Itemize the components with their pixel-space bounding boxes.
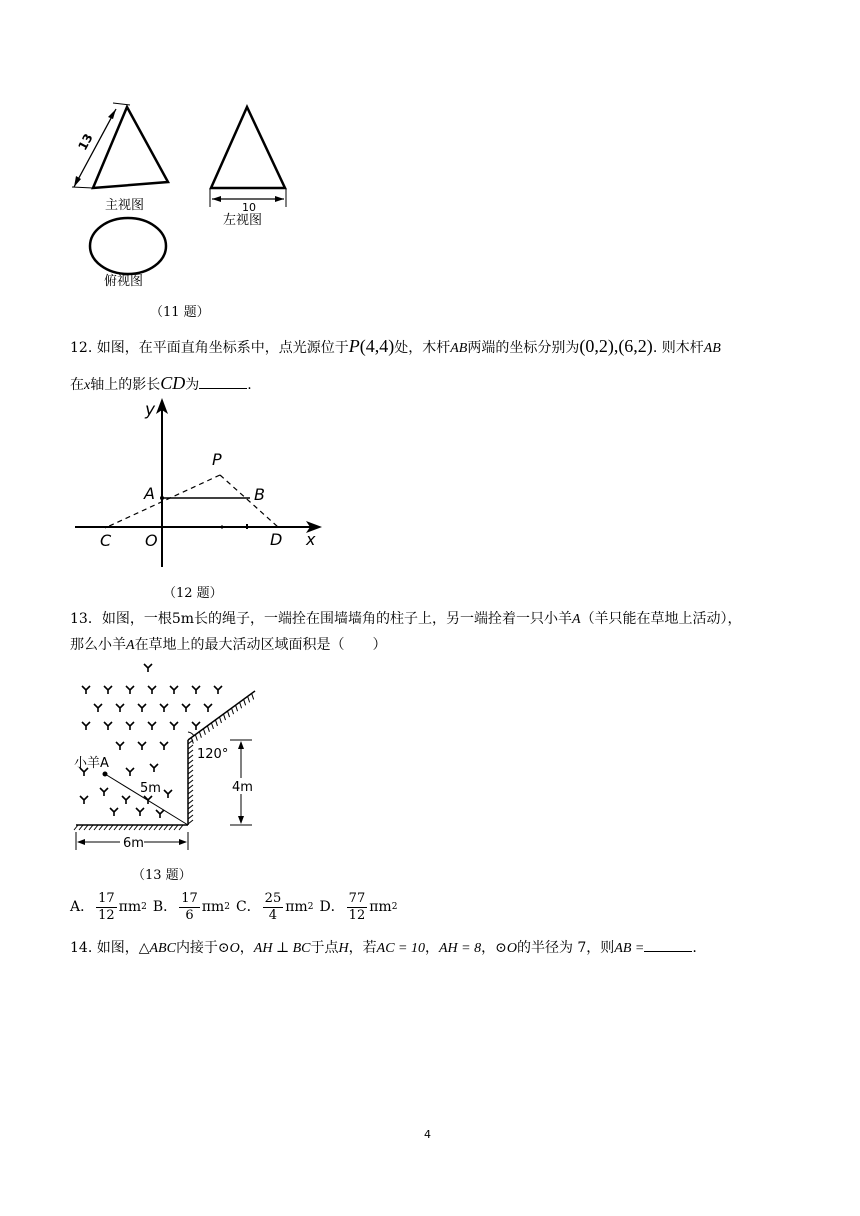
grass-mark (156, 810, 164, 818)
q12-text: 处，木杆 (394, 340, 451, 356)
unit: πm (369, 899, 392, 915)
label-a: A (144, 484, 155, 503)
grass-mark (182, 704, 190, 712)
q13-options (70, 887, 403, 927)
grass-mark (148, 722, 156, 730)
numerator: 17 (98, 890, 115, 906)
numerator: 25 (264, 890, 282, 906)
grass-mark (100, 788, 108, 796)
front-view-label: 主视图 (105, 198, 145, 213)
q13-text: 那么小羊 (70, 637, 126, 653)
q13-option-c[interactable] (236, 887, 313, 927)
q12-text: . 则木杆 (652, 340, 704, 356)
q14-text: 内接于⊙ (175, 940, 230, 956)
fraction (179, 891, 200, 924)
grass-mark (116, 704, 124, 712)
width-label: 6m (123, 836, 144, 851)
grass-mark (144, 664, 152, 672)
dimension-13-label: 13 (75, 131, 96, 153)
q13-sheep-figure (70, 660, 270, 860)
q12-line-1 (70, 336, 721, 359)
label-b: B (254, 485, 265, 504)
grass-mark (82, 686, 90, 694)
q14-text: . (692, 940, 697, 956)
grass-mark (104, 722, 112, 730)
grass-mark (138, 742, 146, 750)
denominator: 12 (348, 907, 366, 923)
q12-text: 两端的坐标分别为 (467, 340, 580, 356)
q13-text: 13．如图，一根5m长的绳子，一端拴在围墙墙角的柱子上，另一端拴着一只小羊 (70, 611, 572, 627)
q12-coordinate-figure (70, 395, 330, 575)
front-view-triangle (93, 107, 168, 188)
unit: πm (201, 899, 225, 915)
q14-text: ， (424, 940, 439, 956)
q14-answer-blank[interactable] (644, 937, 692, 952)
q14-o: O (506, 941, 517, 956)
grass-mark (104, 686, 112, 694)
grass-mark (126, 768, 134, 776)
q14-text: ，⊙ (481, 940, 507, 956)
q14-ac: AC = 10 (376, 941, 425, 956)
label-o: O (145, 531, 158, 550)
grass-mark (122, 796, 130, 804)
grass-mark (150, 764, 158, 772)
grass-mark (138, 704, 146, 712)
grass-mark (94, 704, 102, 712)
grass-mark (126, 722, 134, 730)
label-p: P (212, 450, 222, 469)
q12-cd: CD (160, 373, 186, 393)
q14-h: H (338, 941, 349, 956)
q13-text: （羊只能在草地上活动）， (580, 611, 742, 627)
page-number: 4 (424, 1128, 431, 1141)
q12-point-p: P (348, 336, 360, 356)
fraction (96, 891, 117, 924)
denominator: 4 (268, 907, 278, 923)
option-label: A． (70, 899, 95, 915)
q13-line-2 (70, 635, 387, 656)
exponent: 2 (391, 902, 398, 912)
q12-caption: （12 题） (163, 586, 223, 601)
q12-text: 轴上的影长 (90, 377, 161, 393)
left-view-triangle (211, 107, 285, 188)
grass-mark (170, 722, 178, 730)
exponent: 2 (224, 902, 230, 912)
q12-x: x (84, 378, 91, 393)
q12-ab-coords: (0,2),(6,2) (579, 336, 653, 356)
q13-text: 在草地上的最大活动区域面积是（ ） (134, 637, 387, 653)
label-y: y (145, 400, 156, 420)
dimension-10-label: 10 (242, 201, 256, 214)
q12-text: 12. 如图，在平面直角坐标系中，点光源位于 (70, 340, 349, 356)
left-view-label: 左视图 (223, 213, 263, 228)
q14-text: 14. 如图，△ (70, 940, 150, 956)
height-label: 4m (232, 780, 253, 795)
q13-option-d[interactable] (319, 887, 397, 927)
fraction (263, 891, 284, 924)
grass-mark (164, 790, 172, 798)
q14-o: O (229, 941, 240, 956)
grass-mark (148, 686, 156, 694)
grass-mark (204, 704, 212, 712)
option-label: D． (319, 899, 345, 915)
grass-mark (160, 742, 168, 750)
label-d: D (270, 530, 283, 549)
grass-mark (160, 704, 168, 712)
ray-p-to-d (220, 475, 278, 527)
q12-ab: AB (703, 341, 721, 356)
q12-line-2 (70, 373, 252, 396)
exponent: 2 (307, 902, 314, 912)
q14-ah: AH = 8 (438, 941, 482, 956)
q12-ab: AB (450, 341, 468, 356)
grass-mark (192, 722, 200, 730)
wall-slanted (188, 691, 255, 740)
q11-caption: （11 题） (150, 305, 210, 320)
q13-line-1 (70, 609, 742, 630)
q14-abc: ABC (149, 941, 176, 956)
unit: πm (118, 899, 142, 915)
option-label: B． (152, 899, 178, 915)
grass-mark (214, 686, 222, 694)
grass-mark (82, 722, 90, 730)
q14-text: 于点 (310, 940, 339, 956)
q14-text: ，若 (348, 940, 377, 956)
angle-label: 120° (197, 747, 229, 762)
q12-text: 在 (70, 377, 84, 393)
grass-mark (116, 742, 124, 750)
q14-ah-perp-bc: AH ⊥ BC (253, 941, 311, 956)
grass-mark (80, 796, 88, 804)
q13-a: A (572, 612, 581, 627)
denominator: 12 (98, 907, 115, 923)
exponent: 2 (141, 902, 147, 912)
q12-answer-blank[interactable] (199, 374, 247, 389)
rope-label: 5m (140, 781, 161, 796)
label-c: C (100, 531, 112, 550)
top-view-label: 俯视图 (104, 274, 144, 289)
grass-mark (126, 686, 134, 694)
numerator: 77 (348, 890, 366, 906)
q12-text: . (247, 377, 252, 393)
q12-text: 为 (185, 377, 200, 393)
fraction (347, 891, 368, 924)
grass-mark (170, 686, 178, 694)
option-label: C． (235, 899, 261, 915)
sheep-point (103, 772, 108, 777)
q11-three-views-figure (60, 95, 300, 295)
denominator: 6 (185, 907, 194, 923)
q12-p-coords: (4,4) (359, 336, 395, 356)
q14-line (70, 937, 697, 959)
grass-mark (136, 808, 144, 816)
q13-option-a[interactable] (70, 887, 147, 927)
top-view-ellipse (90, 218, 166, 274)
q13-caption: （13 题） (132, 868, 192, 883)
q14-ab: AB = (614, 941, 645, 956)
grass-mark (192, 686, 200, 694)
label-x: x (306, 530, 316, 549)
sheep-label: 小羊A (74, 756, 109, 771)
numerator: 17 (181, 890, 198, 906)
unit: πm (285, 899, 308, 915)
q13-a: A (126, 638, 135, 653)
q13-option-b[interactable] (153, 887, 230, 927)
grass-mark (110, 808, 118, 816)
q14-text: ， (239, 940, 254, 956)
q14-text: 的半径为 7，则 (516, 940, 615, 956)
